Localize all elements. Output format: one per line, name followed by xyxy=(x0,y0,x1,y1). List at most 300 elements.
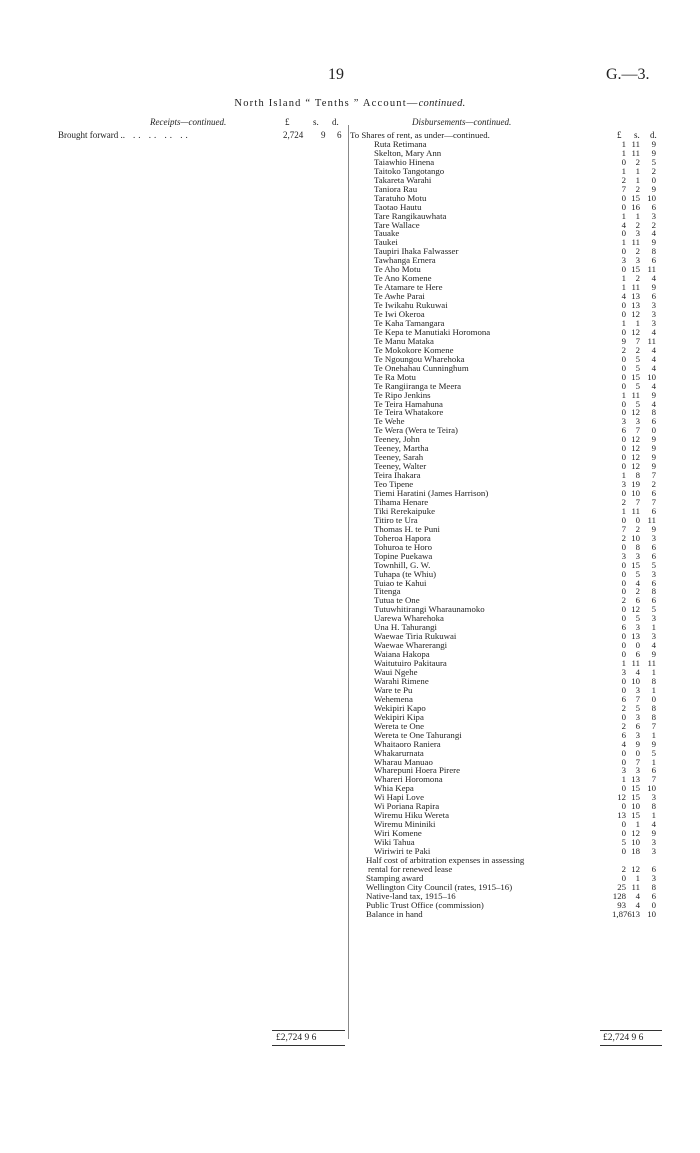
amount-shillings: 4 xyxy=(635,899,640,910)
disbursement-row xyxy=(0,453,700,462)
amount-pence: 5 xyxy=(651,559,656,570)
disbursement-row xyxy=(0,364,700,373)
disbursement-row xyxy=(0,337,700,346)
amount-pence: 3 xyxy=(651,631,656,642)
amount-pence: 11 xyxy=(647,658,656,669)
amount-pounds: 3 xyxy=(621,479,626,490)
amount-pence: 4 xyxy=(651,273,656,284)
disbursement-row xyxy=(0,140,700,149)
amount-pounds: 0 xyxy=(621,156,626,167)
amount-pence: 9 xyxy=(651,237,656,248)
amount-pounds: 0 xyxy=(621,801,626,812)
amount-shillings: 2 xyxy=(635,586,640,597)
disbursement-row xyxy=(0,722,700,731)
amount-pounds: 0 xyxy=(621,675,626,686)
amount-shillings: 2 xyxy=(635,219,640,230)
amount-shillings: 6 xyxy=(635,595,640,606)
payee-name: Wiremu Mininiki xyxy=(374,819,436,830)
disbursement-row xyxy=(0,292,700,301)
amount-pence: 5 xyxy=(651,156,656,167)
amount-pounds: 2 xyxy=(621,496,626,507)
amount-pence: 6 xyxy=(651,863,656,874)
amount-shillings: 7 xyxy=(635,496,640,507)
disbursement-row xyxy=(0,408,700,417)
amount-pounds: 0 xyxy=(621,443,626,454)
amount-shillings: 12 xyxy=(631,604,640,615)
amount-pounds: 128 xyxy=(612,890,626,901)
amount-pounds: 0 xyxy=(621,461,626,472)
amount-pence: 9 xyxy=(651,443,656,454)
brought-forward-label: Brought forward .. xyxy=(58,130,125,140)
amount-pence: 3 xyxy=(651,300,656,311)
amount-shillings: 4 xyxy=(635,667,640,677)
disbursement-row xyxy=(0,713,700,722)
amount-pence: 6 xyxy=(651,890,656,901)
amount-pence: 7 xyxy=(651,720,656,731)
payee-name: Tihama Henare xyxy=(374,496,429,507)
amount-shillings: 10 xyxy=(631,837,640,848)
payee-name: Te Kepa te Manutiaki Horomona xyxy=(374,326,491,337)
amount-shillings: 8 xyxy=(635,541,640,552)
amount-pence: 1 xyxy=(651,684,656,695)
payee-name: Wereta te One xyxy=(374,720,425,731)
amount-pence: 4 xyxy=(651,228,656,239)
amount-pence: 2 xyxy=(651,165,656,176)
amount-pounds: 2 xyxy=(621,174,626,185)
amount-pence: 2 xyxy=(651,219,656,230)
disbursement-row xyxy=(0,417,700,426)
amount-pounds: 0 xyxy=(621,783,626,794)
amount-pounds: 5 xyxy=(621,837,626,848)
amount-pence: 6 xyxy=(651,505,656,516)
amount-pence: 4 xyxy=(651,362,656,373)
payee-name: Tiki Rerekaipuke xyxy=(374,505,436,516)
amount-pounds: 0 xyxy=(621,407,626,418)
amount-pounds: 0 xyxy=(621,631,626,642)
amount-pounds: 0 xyxy=(621,756,626,767)
payee-name: Tauake xyxy=(374,228,400,239)
amount-pounds: 93 xyxy=(617,899,626,910)
payee-name: Taukei xyxy=(374,237,398,248)
payee-name: Wi Poriana Rapira xyxy=(374,801,440,812)
payee-name: Waitutuiro Pakitaura xyxy=(374,658,447,669)
amount-shillings: 1 xyxy=(635,872,640,883)
disbursement-row xyxy=(0,731,700,740)
payee-name: Stamping award xyxy=(366,872,424,883)
amount-shillings: 2 xyxy=(635,273,640,284)
amount-pounds: 0 xyxy=(621,300,626,311)
amount-pounds: 6 xyxy=(621,693,626,704)
payee-name: Tare Rangikauwhata xyxy=(374,210,447,221)
amount-pounds: 7 xyxy=(621,523,626,534)
payee-name: Balance in hand xyxy=(366,908,423,919)
amount-shillings: 3 xyxy=(635,684,640,695)
payee-name: Taitoko Tangotango xyxy=(374,165,445,176)
amount-pounds: 0 xyxy=(621,264,626,275)
disbursement-row xyxy=(0,167,700,176)
amount-pounds: 6 xyxy=(621,425,626,436)
amount-shillings: 12 xyxy=(631,452,640,463)
amount-pence: 8 xyxy=(651,801,656,812)
amount-pounds: 4 xyxy=(621,291,626,302)
payee-name: Teira Ihakara xyxy=(374,470,421,481)
disbursement-row xyxy=(0,229,700,238)
disbursement-row xyxy=(0,910,700,919)
amount-pence: 7 xyxy=(651,496,656,507)
amount-shillings: 15 xyxy=(631,559,640,570)
payee-name: Te Iwi Okeroa xyxy=(374,309,425,319)
payee-name: Te Ripo Jenkins xyxy=(374,389,431,400)
amount-pence: 9 xyxy=(651,434,656,445)
disbursement-row xyxy=(0,471,700,480)
amount-pounds: 0 xyxy=(621,228,626,239)
amount-pounds: 4 xyxy=(621,219,626,230)
payee-name: Te Ngoungou Wharehoka xyxy=(374,353,465,364)
amount-shillings: 12 xyxy=(631,863,640,874)
disbursement-row xyxy=(0,149,700,158)
payee-name: Wharepuni Hoera Pirere xyxy=(374,765,460,776)
amount-pence: 4 xyxy=(651,398,656,409)
amount-shillings: 15 xyxy=(631,783,640,794)
amount-pounds: 0 xyxy=(621,362,626,373)
disbursement-row xyxy=(0,185,700,194)
payee-name: Te Teira Hamahuna xyxy=(374,398,443,409)
amount-pence: 1 xyxy=(651,756,656,767)
disbursement-row xyxy=(0,596,700,605)
amount-pounds: 25 xyxy=(617,881,626,892)
payee-name: Wharau Manuao xyxy=(374,756,433,767)
amount-pounds: 0 xyxy=(621,309,626,319)
amount-shillings: 10 xyxy=(631,488,640,498)
amount-pence: 6 xyxy=(651,255,656,266)
disbursement-row xyxy=(0,158,700,167)
amount-shillings: 5 xyxy=(635,353,640,364)
amount-shillings: 15 xyxy=(631,810,640,821)
amount-pence: 6 xyxy=(651,765,656,776)
disbursement-row xyxy=(0,400,700,409)
amount-pounds: 1 xyxy=(621,389,626,400)
disbursement-row xyxy=(0,355,700,364)
disbursement-row xyxy=(0,310,700,319)
disbursement-row xyxy=(0,265,700,274)
disbursement-row xyxy=(0,695,700,704)
disbursements-total-rule-bottom xyxy=(600,1045,662,1046)
payee-name: Taupiri Ihaka Falwasser xyxy=(374,246,459,257)
amount-pounds: 0 xyxy=(621,326,626,337)
amount-pounds: 0 xyxy=(621,380,626,391)
amount-pence: 3 xyxy=(651,846,656,856)
amount-shillings: 7 xyxy=(635,425,640,436)
amount-pence: 1 xyxy=(651,667,656,677)
payee-name: Teeney, Martha xyxy=(374,443,429,454)
amount-shillings: 10 xyxy=(631,675,640,686)
amount-pounds: 1 xyxy=(621,165,626,176)
amount-shillings: 3 xyxy=(635,255,640,266)
amount-pounds: 0 xyxy=(621,192,626,203)
disbursement-row xyxy=(0,194,700,203)
payee-name: Te Atamare te Here xyxy=(374,282,443,293)
payee-name: Whia Kepa xyxy=(374,783,414,794)
payee-name: rental for renewed lease xyxy=(368,863,453,874)
amount-pounds: 1 xyxy=(621,138,626,149)
amount-pounds: 2 xyxy=(621,595,626,606)
amount-pence: 10 xyxy=(647,783,656,794)
payee-name: Waui Ngehe xyxy=(374,667,418,677)
amount-shillings: 19 xyxy=(631,479,640,490)
amount-pence: 9 xyxy=(651,138,656,149)
amount-shillings: 11 xyxy=(631,237,640,248)
amount-shillings: 5 xyxy=(635,613,640,624)
payee-name: Wereta te One Tahurangi xyxy=(374,729,462,740)
disb-col-s: s. xyxy=(634,130,640,140)
disbursement-row xyxy=(0,543,700,552)
account-title-cont: continued. xyxy=(418,98,466,109)
payee-name: Ware te Pu xyxy=(374,684,413,695)
amount-pence: 8 xyxy=(651,711,656,722)
payee-name: Te Teira Whatakore xyxy=(374,407,444,418)
amount-pence: 11 xyxy=(647,335,656,346)
disbursement-row xyxy=(0,704,700,713)
amount-pounds: 0 xyxy=(621,684,626,695)
disbursement-row xyxy=(0,301,700,310)
amount-pence: 9 xyxy=(651,649,656,660)
amount-pounds: 6 xyxy=(621,729,626,740)
disbursement-row xyxy=(0,328,700,337)
amount-pounds: 2 xyxy=(621,720,626,731)
amount-pounds: 2 xyxy=(621,702,626,713)
disbursement-row xyxy=(0,516,700,525)
amount-pounds: 1 xyxy=(621,273,626,284)
payee-name: Native-land tax, 1915–16 xyxy=(366,890,456,901)
amount-pounds: 0 xyxy=(621,819,626,830)
amount-pence: 1 xyxy=(651,622,656,633)
amount-pence: 4 xyxy=(651,353,656,364)
page-number: 19 xyxy=(328,66,344,83)
amount-shillings: 12 xyxy=(631,407,640,418)
amount-shillings: 13 xyxy=(631,291,640,302)
payee-name: Tawhanga Ernera xyxy=(374,255,436,266)
amount-shillings: 2 xyxy=(635,183,640,194)
disbursements-heading: Disbursements—continued. xyxy=(412,117,512,127)
payee-name: Wiremu Hiku Wereta xyxy=(374,810,449,821)
amount-shillings: 11 xyxy=(631,881,640,892)
disbursement-row xyxy=(0,865,700,874)
payee-name: Tare Wallace xyxy=(374,219,420,230)
amount-pence: 0 xyxy=(651,174,656,185)
amount-shillings: 3 xyxy=(635,765,640,776)
amount-pounds: 0 xyxy=(621,586,626,597)
payee-name: Teo Tipene xyxy=(374,479,414,490)
payee-name: Wehemena xyxy=(374,693,413,704)
disbursement-row xyxy=(0,820,700,829)
amount-pounds: 0 xyxy=(621,747,626,758)
amount-shillings: 13 xyxy=(631,631,640,642)
receipts-heading: Receipts—continued. xyxy=(150,117,227,127)
amount-pounds: 0 xyxy=(621,201,626,212)
disbursement-row xyxy=(0,775,700,784)
receipts-total-rule-bottom xyxy=(272,1045,345,1046)
amount-shillings: 8 xyxy=(635,470,640,481)
payee-name: Tutuwhitirangi Wharaunamoko xyxy=(374,604,485,615)
amount-shillings: 5 xyxy=(635,568,640,579)
amount-pounds: 7 xyxy=(621,183,626,194)
disbursement-row xyxy=(0,677,700,686)
disbursement-row xyxy=(0,847,700,856)
payee-name: Te Wehe xyxy=(374,416,405,427)
amount-pounds: 0 xyxy=(621,640,626,651)
amount-shillings: 5 xyxy=(635,398,640,409)
amount-pounds: 0 xyxy=(621,452,626,463)
amount-pence: 10 xyxy=(647,908,656,919)
amount-pence: 3 xyxy=(651,613,656,624)
amount-pence: 10 xyxy=(647,192,656,203)
amount-shillings: 2 xyxy=(635,156,640,167)
amount-pence: 9 xyxy=(651,183,656,194)
amount-pence: 5 xyxy=(651,604,656,615)
amount-pence: 4 xyxy=(651,640,656,651)
amount-pounds: 0 xyxy=(621,398,626,409)
payee-name: Teeney, Sarah xyxy=(374,452,424,463)
amount-pence: 2 xyxy=(651,479,656,490)
receipts-col-d: d. xyxy=(332,117,339,127)
amount-shillings: 3 xyxy=(635,416,640,427)
payee-name: Townhill, G. W. xyxy=(374,559,431,570)
amount-pence: 5 xyxy=(651,747,656,758)
payee-name: Te Aho Motu xyxy=(374,264,421,275)
disbursement-row xyxy=(0,203,700,212)
brought-forward-d: 6 xyxy=(337,130,342,140)
amount-pence: 0 xyxy=(651,899,656,910)
amount-shillings: 0 xyxy=(635,514,640,525)
disbursement-row xyxy=(0,659,700,668)
disbursement-row xyxy=(0,749,700,758)
disbursement-row xyxy=(0,758,700,767)
amount-shillings: 5 xyxy=(635,362,640,373)
amount-pence: 3 xyxy=(651,872,656,883)
disbursement-row xyxy=(0,489,700,498)
disbursement-row xyxy=(0,641,700,650)
amount-pounds: 1 xyxy=(621,470,626,481)
amount-pounds: 9 xyxy=(621,335,626,346)
payee-name: Wiri Komene xyxy=(374,828,422,839)
disbursement-row xyxy=(0,238,700,247)
amount-shillings: 3 xyxy=(635,622,640,633)
amount-pence: 6 xyxy=(651,488,656,498)
amount-shillings: 9 xyxy=(635,738,640,749)
amount-pounds: 13 xyxy=(617,810,626,821)
amount-pounds: 0 xyxy=(621,872,626,883)
payee-name: Te Wera (Wera te Teira) xyxy=(374,425,458,436)
amount-pence: 6 xyxy=(651,550,656,561)
payee-name: Tohuroa te Horo xyxy=(374,541,433,552)
amount-pence: 3 xyxy=(651,837,656,848)
amount-shillings: 6 xyxy=(635,649,640,660)
amount-pounds: 1 xyxy=(621,147,626,158)
amount-shillings: 1 xyxy=(635,174,640,185)
payee-name: Te Onehahau Cunninghum xyxy=(374,362,469,373)
disbursement-row xyxy=(0,838,700,847)
payee-name: Teeney, Walter xyxy=(374,461,427,472)
amount-pence: 1 xyxy=(651,729,656,740)
disbursement-row xyxy=(0,793,700,802)
disbursement-row xyxy=(0,319,700,328)
amount-pence: 11 xyxy=(647,514,656,525)
amount-pence: 4 xyxy=(651,819,656,830)
amount-pounds: 1 xyxy=(621,282,626,293)
amount-shillings: 15 xyxy=(631,371,640,382)
disbursements-total-rule-top xyxy=(600,1030,662,1031)
amount-shillings: 5 xyxy=(635,380,640,391)
amount-shillings: 11 xyxy=(631,138,640,149)
disbursement-row xyxy=(0,686,700,695)
payee-name: Te Manu Mataka xyxy=(374,335,434,346)
amount-shillings: 1 xyxy=(635,165,640,176)
disbursement-row xyxy=(0,498,700,507)
disbursement-row xyxy=(0,552,700,561)
amount-pounds: 1 xyxy=(621,658,626,669)
disbursement-row xyxy=(0,444,700,453)
receipts-col-s: s. xyxy=(313,117,319,127)
disbursement-row xyxy=(0,766,700,775)
disbursement-row xyxy=(0,382,700,391)
amount-shillings: 12 xyxy=(631,828,640,839)
amount-shillings: 13 xyxy=(631,908,640,919)
amount-pence: 3 xyxy=(651,210,656,221)
amount-pounds: 1 xyxy=(621,317,626,328)
amount-shillings: 7 xyxy=(635,335,640,346)
amount-shillings: 3 xyxy=(635,711,640,722)
payee-name: Teeney, John xyxy=(374,434,420,445)
payee-name: Wekipiri Kapo xyxy=(374,702,426,713)
payee-name: To Shares of rent, as under—continued. xyxy=(350,130,490,140)
receipts-col-pound: £ xyxy=(285,117,290,127)
payee-name: Whaitaoro Raniera xyxy=(374,738,441,749)
disbursement-row xyxy=(0,579,700,588)
amount-pence: 4 xyxy=(651,326,656,337)
amount-pounds: 6 xyxy=(621,622,626,633)
amount-shillings: 4 xyxy=(635,577,640,588)
disb-col-d: d. xyxy=(650,130,657,140)
amount-pounds: 0 xyxy=(621,353,626,364)
payee-name: Waiana Hakopa xyxy=(374,649,430,660)
disbursement-row xyxy=(0,507,700,516)
disbursement-row xyxy=(0,525,700,534)
receipts-total-rule-top xyxy=(272,1030,345,1031)
amount-shillings: 0 xyxy=(635,747,640,758)
amount-pounds: 1 xyxy=(621,774,626,785)
series-code: G.—3. xyxy=(606,66,650,83)
amount-shillings: 11 xyxy=(631,658,640,669)
amount-pounds: 0 xyxy=(621,613,626,624)
payee-name: Waewae Tiria Rukuwai xyxy=(374,631,457,642)
amount-pence: 8 xyxy=(651,586,656,597)
amount-pounds: 1 xyxy=(621,237,626,248)
payee-name: Tuiao te Kahui xyxy=(374,577,427,588)
brought-forward-dots: .. .. .. .. xyxy=(133,130,191,140)
payee-name: Taniora Rau xyxy=(374,183,418,194)
amount-pence: 6 xyxy=(651,577,656,588)
payee-name: Tiemi Haratini (James Harrison) xyxy=(374,488,489,498)
amount-pounds: 1 xyxy=(621,505,626,516)
payee-name: Public Trust Office (commission) xyxy=(366,899,484,910)
amount-pounds: 0 xyxy=(621,711,626,722)
payee-name: Wellington City Council (rates, 1915–16) xyxy=(366,881,513,892)
amount-shillings: 0 xyxy=(635,640,640,651)
disbursement-row xyxy=(0,605,700,614)
amount-pounds: 0 xyxy=(621,541,626,552)
amount-shillings: 1 xyxy=(635,819,640,830)
amount-shillings: 12 xyxy=(631,326,640,337)
